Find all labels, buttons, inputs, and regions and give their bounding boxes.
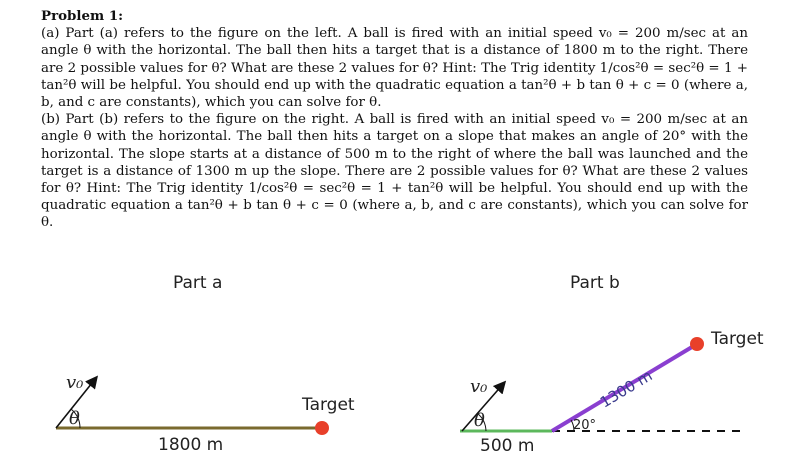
problem-title: Problem 1:	[41, 8, 124, 24]
part-b-target-label: Target	[711, 329, 764, 349]
part-b-text: (b) Part (b) refers to the figure on the right. A ball is fired with an initial speed v₀ = 200 m/sec at an angle θ with the horizontal. The ball then hits a target on a slope that makes an angle of 20° with the horizontal. The slope starts at a distance of 500 m to the right of where the ball was launched and the target is a distance of 1300 m up the slope. There are 2 possible values for θ? What are these 2 values for θ? Hint: The Trig identity 1/cos²θ = sec²θ = 1 + tan²θ will be helpful. You should end up with the quadratic equation a tan²θ + b tan θ + c = 0 (where a, b, and c are constants), which you can solve for θ.	[41, 112, 748, 231]
part-a-text: (a) Part (a) refers to the figure on the left. A ball is fired with an initial speed v₀ = 200 m/sec at an angle θ with the horizontal. The ball then hits a target that is a distance of 1800 m to the right. There are 2 possible values for θ? What are these 2 values for θ? Hint: The Trig identity 1/cos²θ = sec²θ = 1 + tan²θ will be helpful. You should end up with the quadratic equation a tan²θ + b tan θ + c = 0 (where a, b, and c are constants), which you can solve for θ.	[41, 26, 748, 111]
part-b-angle-label: θ	[474, 410, 485, 431]
part-b-velocity-label: v₀	[470, 376, 488, 397]
part-a-target-label: Target	[302, 395, 355, 415]
part-b-target	[690, 337, 704, 351]
part-a-title: Part a	[173, 273, 223, 293]
part-a-target	[315, 421, 329, 435]
part-a-distance-label: 1800 m	[158, 435, 224, 455]
part-b-title: Part b	[570, 273, 620, 293]
part-b-slope-angle-label: 20°	[573, 418, 597, 433]
part-a-velocity-label: v₀	[66, 372, 84, 393]
part-b-slope-label: 1300 m	[596, 366, 656, 412]
part-b-distance-label: 500 m	[480, 436, 535, 456]
part-a-angle-label: θ	[69, 408, 80, 429]
